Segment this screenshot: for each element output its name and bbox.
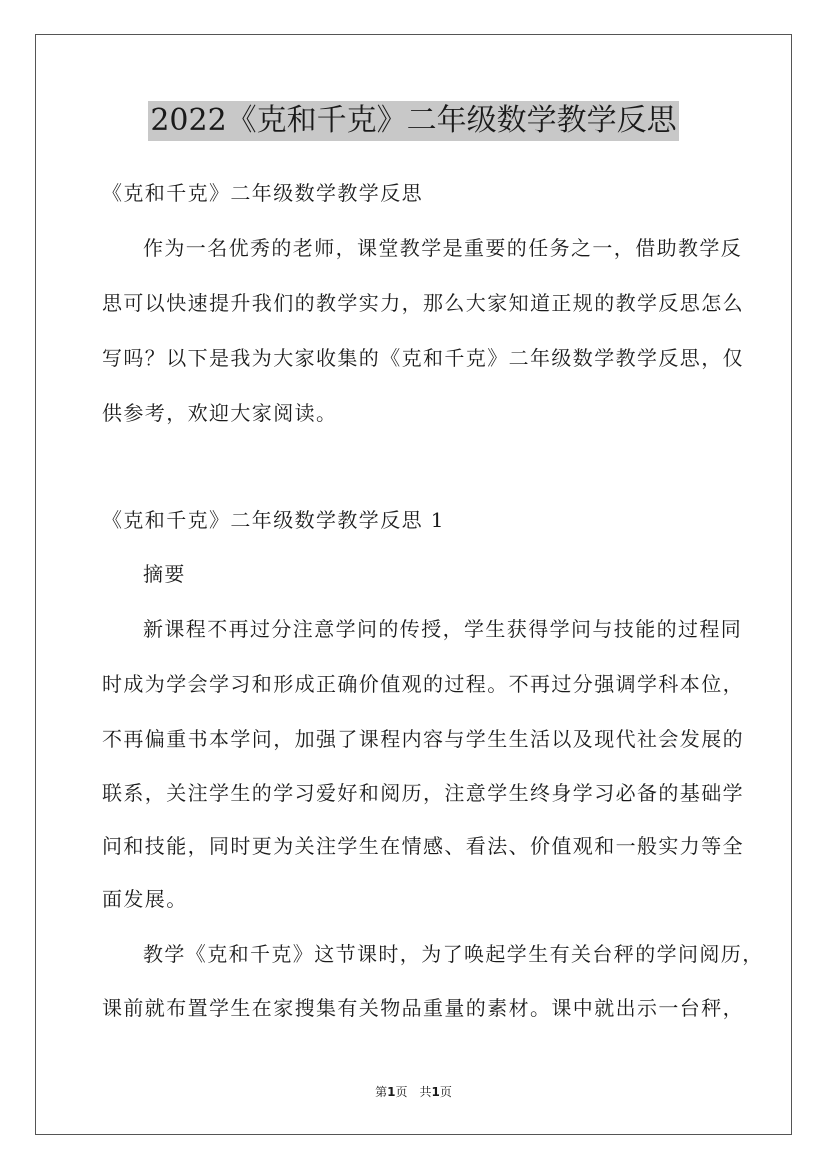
subtitle: 《克和千克》二年级数学教学反思 xyxy=(102,181,423,205)
intro-line: 写吗？以下是我为大家收集的《克和千克》二年级数学教学反思，仅 xyxy=(102,346,744,370)
paragraph-line: 问和技能，同时更为关注学生在情感、看法、价值观和一般实力等全 xyxy=(102,834,744,858)
paragraph-line: 不再偏重书本学问，加强了课程内容与学生生活以及现代社会发展的 xyxy=(102,727,744,751)
intro-line: 思可以快速提升我们的教学实力，那么大家知道正规的教学反思怎么 xyxy=(102,291,744,315)
abstract-label: 摘要 xyxy=(143,562,186,586)
title-container xyxy=(0,101,827,141)
paragraph-line: 面发展。 xyxy=(102,887,188,911)
footer-total-pages: 1 xyxy=(431,1085,440,1099)
footer-current-page: 1 xyxy=(387,1085,396,1099)
section-heading: 《克和千克》二年级数学教学反思 1 xyxy=(102,508,445,532)
paragraph-line: 教学《克和千克》这节课时，为了唤起学生有关台秤的学问阅历， xyxy=(143,942,764,966)
document-title: 2022《克和千克》二年级数学教学反思 xyxy=(148,101,678,141)
paragraph-line: 新课程不再过分注意学问的传授，学生获得学问与技能的过程同 xyxy=(143,617,743,641)
footer-mid: 页 共 xyxy=(395,1085,432,1099)
paragraph-line: 时成为学会学习和形成正确价值观的过程。不再过分强调学科本位， xyxy=(102,672,744,696)
paragraph-line: 课前就布置学生在家搜集有关物品重量的素材。课中就出示一台秤， xyxy=(102,996,744,1020)
page-footer xyxy=(0,1085,827,1099)
paragraph-line: 联系，关注学生的学习爱好和阅历，注意学生终身学习必备的基础学 xyxy=(102,781,744,805)
intro-line: 作为一名优秀的老师，课堂教学是重要的任务之一，借助教学反 xyxy=(143,236,743,260)
intro-line: 供参考，欢迎大家阅读。 xyxy=(102,401,338,425)
footer-prefix: 第 xyxy=(375,1085,388,1099)
footer-suffix: 页 xyxy=(439,1085,452,1099)
